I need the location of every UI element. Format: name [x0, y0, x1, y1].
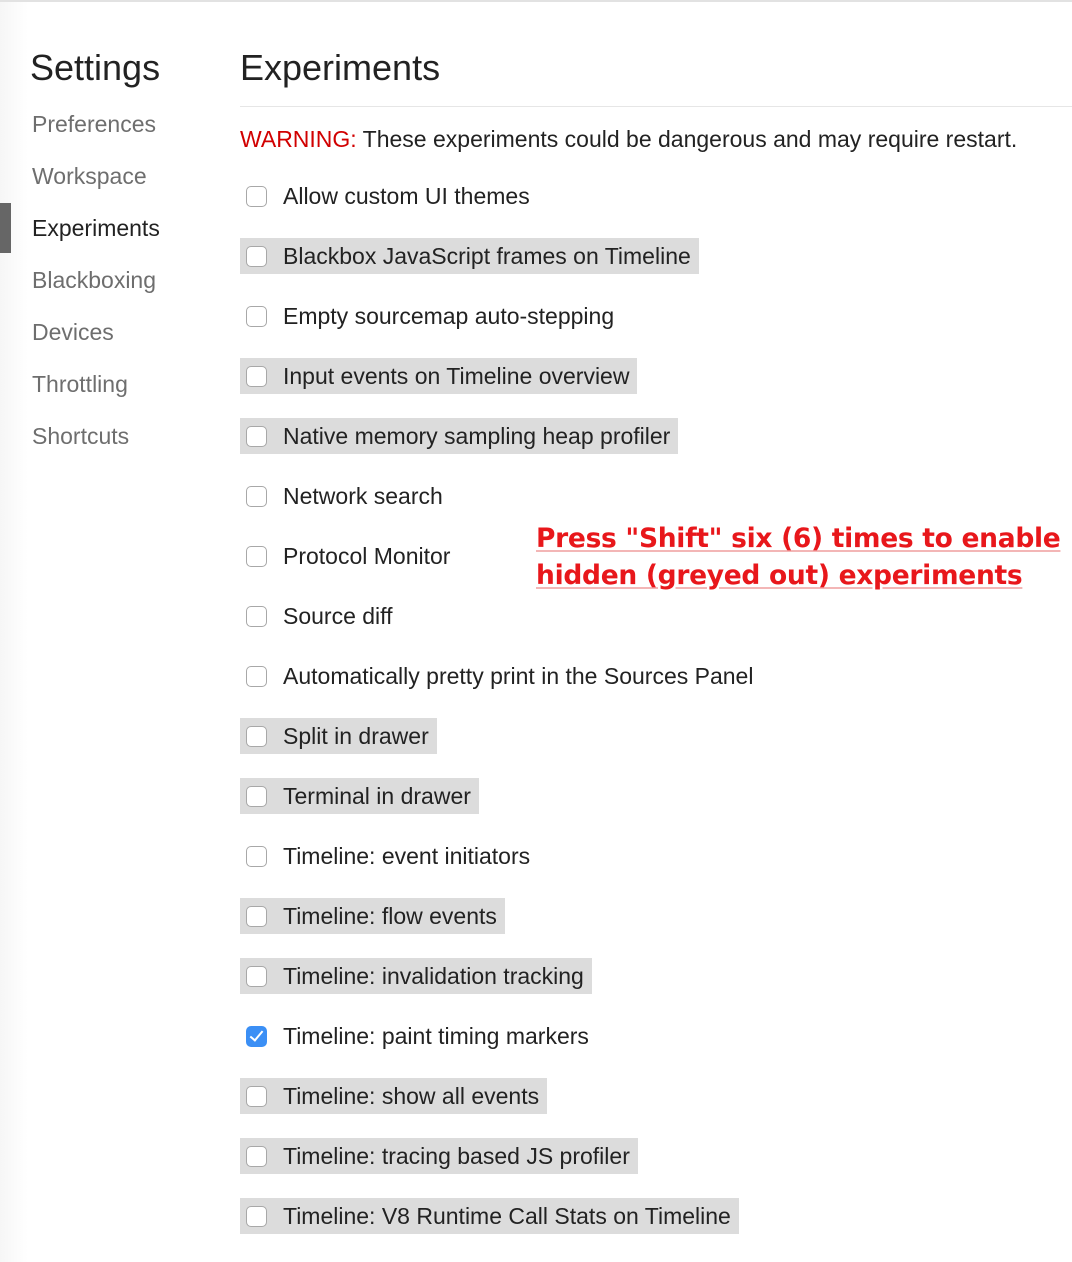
- sidebar-item-experiments[interactable]: Experiments: [0, 202, 160, 254]
- warning-label: WARNING:: [240, 126, 357, 152]
- experiment-checkbox[interactable]: [246, 1146, 267, 1167]
- experiment-item: [240, 178, 761, 238]
- experiment-label: Blackbox JavaScript frames on Timeline: [283, 243, 691, 269]
- experiment-item: [240, 418, 761, 478]
- hidden-experiment-row[interactable]: [240, 1138, 638, 1174]
- hidden-experiment-row[interactable]: [240, 718, 437, 754]
- experiment-checkbox[interactable]: [246, 246, 267, 267]
- sidebar-item-devices[interactable]: Devices: [32, 319, 114, 345]
- experiment-label: Source diff: [283, 603, 393, 629]
- experiment-checkbox[interactable]: [246, 846, 267, 867]
- experiment-label: Timeline: invalidation tracking: [283, 963, 584, 989]
- experiment-checkbox[interactable]: [246, 606, 267, 627]
- experiment-row[interactable]: [240, 658, 761, 694]
- experiment-checkbox[interactable]: [246, 966, 267, 987]
- title-divider: [240, 106, 1072, 107]
- experiment-row[interactable]: [240, 838, 538, 874]
- experiments-panel: [240, 2, 1072, 1262]
- annotation-line-2: hidden (greyed out) experiments: [536, 560, 1023, 591]
- experiment-label: Timeline: V8 Runtime Call Stats on Timeline: [283, 1203, 731, 1229]
- experiment-checkbox[interactable]: [246, 1086, 267, 1107]
- sidebar-item-workspace[interactable]: Workspace: [32, 163, 147, 189]
- sidebar-item-blackboxing[interactable]: Blackboxing: [32, 267, 157, 293]
- experiment-item: [240, 898, 761, 958]
- experiment-checkbox-checked[interactable]: [246, 1026, 267, 1047]
- warning-text: These experiments could be dangerous and may require restart.: [356, 126, 1018, 152]
- experiment-checkbox[interactable]: [246, 786, 267, 807]
- experiments-list: [240, 178, 761, 1258]
- experiment-checkbox[interactable]: [246, 426, 267, 447]
- annotation-line-1: Press "Shift" six (6) times to enable: [536, 523, 1061, 554]
- experiment-label: Timeline: tracing based JS profiler: [283, 1143, 630, 1169]
- hidden-experiment-row[interactable]: [240, 1078, 547, 1114]
- warning-message: [240, 124, 1017, 154]
- experiment-label: Timeline: event initiators: [283, 843, 531, 869]
- experiment-item: [240, 1018, 761, 1078]
- experiment-row[interactable]: [240, 298, 622, 334]
- experiment-label: Timeline: show all events: [283, 1083, 540, 1109]
- experiment-item: [240, 1198, 761, 1258]
- experiment-label: Split in drawer: [283, 723, 429, 749]
- sidebar-title: Settings: [30, 47, 161, 88]
- experiment-label: Empty sourcemap auto-stepping: [283, 303, 615, 329]
- sidebar-nav: [0, 98, 160, 462]
- experiment-checkbox[interactable]: [246, 546, 267, 567]
- experiment-item: [240, 1078, 761, 1138]
- experiment-checkbox[interactable]: [246, 486, 267, 507]
- experiment-label: Protocol Monitor: [283, 543, 451, 569]
- experiment-label: Input events on Timeline overview: [283, 363, 630, 389]
- sidebar-item-preferences[interactable]: Preferences: [32, 111, 157, 137]
- experiment-item: [240, 958, 761, 1018]
- settings-sidebar: [0, 2, 220, 1262]
- experiment-row[interactable]: [240, 538, 458, 574]
- experiment-checkbox[interactable]: [246, 666, 267, 687]
- experiment-row[interactable]: [240, 598, 401, 634]
- hidden-experiment-row[interactable]: [240, 898, 505, 934]
- hidden-experiment-row[interactable]: [240, 1198, 739, 1234]
- experiment-checkbox[interactable]: [246, 306, 267, 327]
- experiment-checkbox[interactable]: [246, 366, 267, 387]
- experiment-item: [240, 598, 761, 658]
- experiment-item: [240, 238, 761, 298]
- experiment-checkbox[interactable]: [246, 906, 267, 927]
- experiment-item: [240, 358, 761, 418]
- experiment-label: Allow custom UI themes: [283, 183, 530, 209]
- experiment-item: [240, 838, 761, 898]
- experiment-row[interactable]: [240, 178, 538, 214]
- experiment-item: [240, 718, 761, 778]
- hidden-experiment-row[interactable]: [240, 358, 637, 394]
- experiment-label: Automatically pretty print in the Sources Panel: [283, 663, 754, 689]
- experiment-checkbox[interactable]: [246, 186, 267, 207]
- experiment-item: [240, 298, 761, 358]
- experiment-checkbox[interactable]: [246, 1206, 267, 1227]
- hidden-experiment-row[interactable]: [240, 958, 592, 994]
- hidden-experiment-row[interactable]: [240, 778, 479, 814]
- experiment-label: Timeline: flow events: [283, 903, 497, 929]
- experiment-label: Native memory sampling heap profiler: [283, 423, 671, 449]
- shift-hint-annotation: [536, 520, 1060, 594]
- experiment-item: [240, 778, 761, 838]
- experiment-item: [240, 1138, 761, 1198]
- experiment-checkbox[interactable]: [246, 726, 267, 747]
- hidden-experiment-row[interactable]: [240, 418, 678, 454]
- experiment-row[interactable]: [240, 1018, 597, 1054]
- experiment-label: Timeline: paint timing markers: [283, 1023, 589, 1049]
- experiment-item: [240, 658, 761, 718]
- hidden-experiment-row[interactable]: [240, 238, 699, 274]
- sidebar-item-shortcuts[interactable]: Shortcuts: [32, 423, 130, 449]
- experiment-label: Network search: [283, 483, 443, 509]
- experiment-row[interactable]: [240, 478, 451, 514]
- experiment-label: Terminal in drawer: [283, 783, 471, 809]
- page-title: Experiments: [240, 47, 441, 88]
- sidebar-item-throttling[interactable]: Throttling: [32, 371, 128, 397]
